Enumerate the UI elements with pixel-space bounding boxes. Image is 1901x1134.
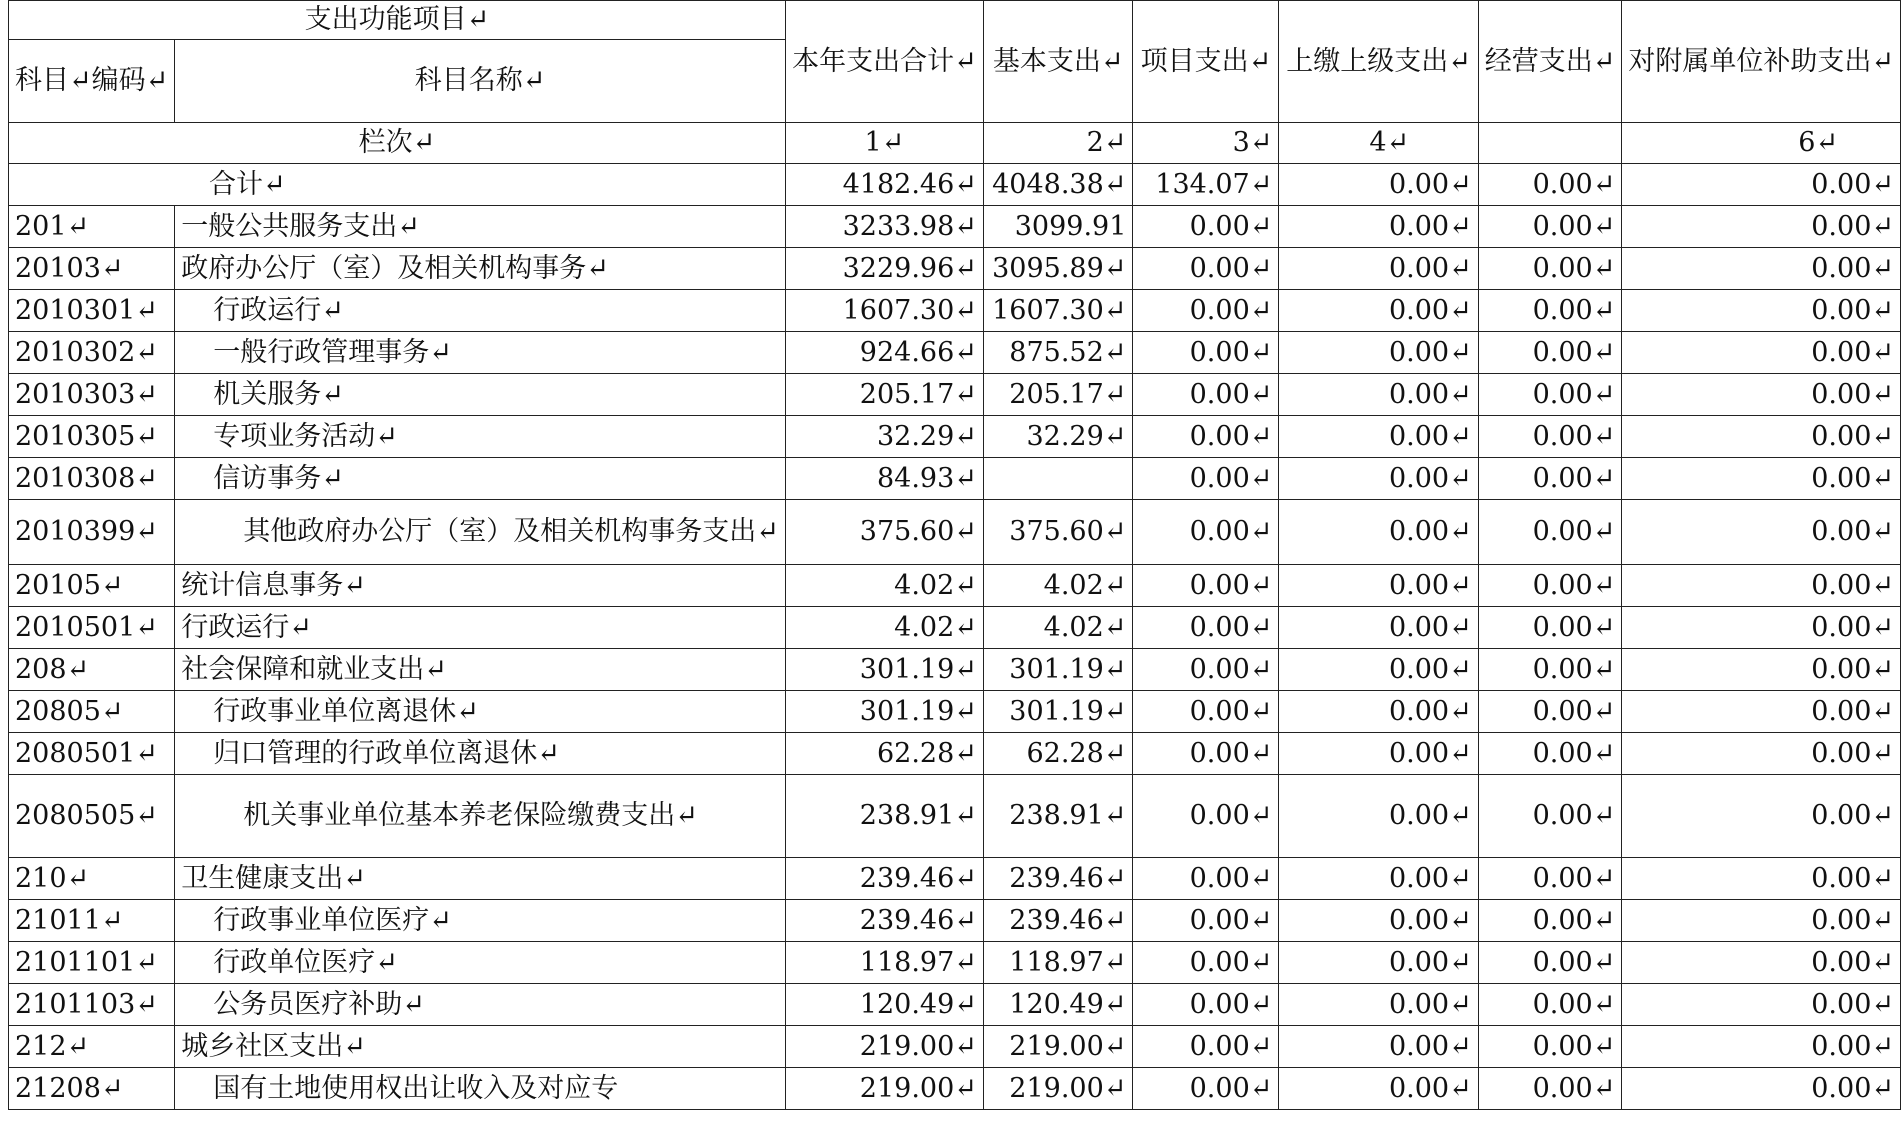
row-code: 20105↵ (9, 565, 175, 607)
row-project: 0.00↵ (1133, 500, 1279, 565)
row-name: 卫生健康支出↵ (175, 858, 786, 900)
row-business: 0.00↵ (1478, 775, 1622, 858)
row-code: 2010305↵ (9, 416, 175, 458)
row-total: 301.19↵ (785, 691, 983, 733)
row-project: 0.00↵ (1133, 691, 1279, 733)
row-total: 238.91↵ (785, 775, 983, 858)
column-number: 3↵ (1133, 123, 1279, 164)
row-basic: 875.52↵ (983, 332, 1133, 374)
expenditure-table (8, 0, 1901, 1110)
row-total: 219.00↵ (785, 1068, 983, 1110)
row-code: 2010302↵ (9, 332, 175, 374)
row-superior: 0.00↵ (1279, 248, 1478, 290)
row-superior: 0.00↵ (1279, 984, 1478, 1026)
column-number-row (9, 123, 1901, 164)
row-code: 2080501↵ (9, 733, 175, 775)
row-name: 机关服务↵ (175, 374, 786, 416)
row-basic: 205.17↵ (983, 374, 1133, 416)
row-code: 2010301↵ (9, 290, 175, 332)
row-project: 0.00↵ (1133, 1026, 1279, 1068)
code-header: 科目↵编码↵ (9, 40, 175, 123)
col-header-subsidy: 对附属单位补助支出↵ (1622, 1, 1901, 123)
row-business: 0.00↵ (1478, 332, 1622, 374)
row-basic: 301.19↵ (983, 691, 1133, 733)
row-superior: 0.00↵ (1279, 374, 1478, 416)
row-code: 2010303↵ (9, 374, 175, 416)
row-basic: 4.02↵ (983, 607, 1133, 649)
row-superior: 0.00↵ (1279, 942, 1478, 984)
row-subsidy: 0.00↵ (1622, 649, 1901, 691)
row-code: 2010501↵ (9, 607, 175, 649)
row-superior: 0.00↵ (1279, 733, 1478, 775)
row-code: 21011↵ (9, 900, 175, 942)
row-superior: 0.00↵ (1279, 1068, 1478, 1110)
table-row (9, 374, 1901, 416)
table-row (9, 858, 1901, 900)
row-superior: 0.00↵ (1279, 775, 1478, 858)
row-total: 239.46↵ (785, 900, 983, 942)
row-superior: 0.00↵ (1279, 565, 1478, 607)
row-business: 0.00↵ (1478, 1026, 1622, 1068)
row-subsidy: 0.00↵ (1622, 733, 1901, 775)
row-name: 行政事业单位离退休↵ (175, 691, 786, 733)
row-subsidy: 0.00↵ (1622, 290, 1901, 332)
row-project: 0.00↵ (1133, 858, 1279, 900)
row-name: 信访事务↵ (175, 458, 786, 500)
row-subsidy: 0.00↵ (1622, 1026, 1901, 1068)
total-subsidy: 0.00↵ (1622, 164, 1901, 206)
row-code: 2101103↵ (9, 984, 175, 1026)
row-subsidy: 0.00↵ (1622, 1068, 1901, 1110)
row-subsidy: 0.00↵ (1622, 206, 1901, 248)
row-total: 118.97↵ (785, 942, 983, 984)
row-name: 归口管理的行政单位离退休↵ (175, 733, 786, 775)
row-total: 3233.98↵ (785, 206, 983, 248)
row-basic: 120.49↵ (983, 984, 1133, 1026)
total-superior: 0.00↵ (1279, 164, 1478, 206)
total-basic: 4048.38↵ (983, 164, 1133, 206)
table-row (9, 332, 1901, 374)
row-total: 3229.96↵ (785, 248, 983, 290)
row-basic: 3099.91 (983, 206, 1133, 248)
row-subsidy: 0.00↵ (1622, 332, 1901, 374)
row-subsidy: 0.00↵ (1622, 858, 1901, 900)
row-project: 0.00↵ (1133, 984, 1279, 1026)
row-name: 行政事业单位医疗↵ (175, 900, 786, 942)
row-total: 4.02↵ (785, 565, 983, 607)
row-total: 4.02↵ (785, 607, 983, 649)
row-business: 0.00↵ (1478, 290, 1622, 332)
table-row (9, 649, 1901, 691)
row-code: 2010308↵ (9, 458, 175, 500)
table-row (9, 775, 1901, 858)
row-business: 0.00↵ (1478, 500, 1622, 565)
col-header-basic: 基本支出↵ (983, 1, 1133, 123)
row-name: 机关事业单位基本养老保险缴费支出↵ (175, 775, 786, 858)
name-header: 科目名称↵ (175, 40, 786, 123)
total-row (9, 164, 1901, 206)
row-total: 62.28↵ (785, 733, 983, 775)
total-label: 合计↵ (9, 164, 786, 206)
row-subsidy: 0.00↵ (1622, 691, 1901, 733)
row-code: 20103↵ (9, 248, 175, 290)
column-number-label: 栏次↵ (9, 123, 786, 164)
table-row (9, 942, 1901, 984)
column-number: 2↵ (983, 123, 1133, 164)
row-business: 0.00↵ (1478, 900, 1622, 942)
row-business: 0.00↵ (1478, 248, 1622, 290)
total-business: 0.00↵ (1478, 164, 1622, 206)
row-business: 0.00↵ (1478, 206, 1622, 248)
row-business: 0.00↵ (1478, 416, 1622, 458)
row-project: 0.00↵ (1133, 458, 1279, 500)
column-number: 4↵ (1279, 123, 1478, 164)
row-code: 208↵ (9, 649, 175, 691)
row-name: 一般公共服务支出↵ (175, 206, 786, 248)
row-basic: 239.46↵ (983, 858, 1133, 900)
row-code: 21208↵ (9, 1068, 175, 1110)
row-project: 0.00↵ (1133, 649, 1279, 691)
row-name: 政府办公厅（室）及相关机构事务↵ (175, 248, 786, 290)
row-code: 2080505↵ (9, 775, 175, 858)
row-name: 专项业务活动↵ (175, 416, 786, 458)
row-name: 其他政府办公厅（室）及相关机构事务支出↵ (175, 500, 786, 565)
col-header-superior: 上缴上级支出↵ (1279, 1, 1478, 123)
column-number: 6↵ (1622, 123, 1901, 164)
row-superior: 0.00↵ (1279, 1026, 1478, 1068)
row-business: 0.00↵ (1478, 649, 1622, 691)
row-business: 0.00↵ (1478, 374, 1622, 416)
row-basic: 3095.89↵ (983, 248, 1133, 290)
row-code: 2010399↵ (9, 500, 175, 565)
row-name: 一般行政管理事务↵ (175, 332, 786, 374)
row-business: 0.00↵ (1478, 1068, 1622, 1110)
row-total: 32.29↵ (785, 416, 983, 458)
row-basic: 4.02↵ (983, 565, 1133, 607)
row-name: 国有土地使用权出让收入及对应专 (175, 1068, 786, 1110)
row-total: 301.19↵ (785, 649, 983, 691)
row-basic: 301.19↵ (983, 649, 1133, 691)
table-row (9, 984, 1901, 1026)
row-total: 375.60↵ (785, 500, 983, 565)
row-superior: 0.00↵ (1279, 290, 1478, 332)
row-code: 2101101↵ (9, 942, 175, 984)
row-basic: 238.91↵ (983, 775, 1133, 858)
col-header-business: 经营支出↵ (1478, 1, 1622, 123)
function-group-title: 支出功能项目↵ (9, 1, 786, 40)
table-row (9, 900, 1901, 942)
row-project: 0.00↵ (1133, 248, 1279, 290)
row-subsidy: 0.00↵ (1622, 942, 1901, 984)
row-business: 0.00↵ (1478, 691, 1622, 733)
table-row (9, 290, 1901, 332)
row-subsidy: 0.00↵ (1622, 458, 1901, 500)
row-project: 0.00↵ (1133, 1068, 1279, 1110)
row-code: 20805↵ (9, 691, 175, 733)
row-project: 0.00↵ (1133, 374, 1279, 416)
row-name: 城乡社区支出↵ (175, 1026, 786, 1068)
row-code: 212↵ (9, 1026, 175, 1068)
row-project: 0.00↵ (1133, 332, 1279, 374)
row-project: 0.00↵ (1133, 942, 1279, 984)
total-amount: 4182.46↵ (785, 164, 983, 206)
row-project: 0.00↵ (1133, 900, 1279, 942)
row-business: 0.00↵ (1478, 733, 1622, 775)
row-superior: 0.00↵ (1279, 416, 1478, 458)
row-basic: 219.00↵ (983, 1068, 1133, 1110)
row-subsidy: 0.00↵ (1622, 416, 1901, 458)
row-subsidy: 0.00↵ (1622, 900, 1901, 942)
row-total: 84.93↵ (785, 458, 983, 500)
row-superior: 0.00↵ (1279, 691, 1478, 733)
column-number (1478, 123, 1622, 164)
row-name: 统计信息事务↵ (175, 565, 786, 607)
row-superior: 0.00↵ (1279, 858, 1478, 900)
table-row (9, 565, 1901, 607)
row-superior: 0.00↵ (1279, 458, 1478, 500)
table-row (9, 691, 1901, 733)
row-business: 0.00↵ (1478, 984, 1622, 1026)
row-superior: 0.00↵ (1279, 900, 1478, 942)
row-basic: 32.29↵ (983, 416, 1133, 458)
row-basic: 375.60↵ (983, 500, 1133, 565)
row-code: 210↵ (9, 858, 175, 900)
row-subsidy: 0.00↵ (1622, 374, 1901, 416)
row-name: 行政运行↵ (175, 290, 786, 332)
table-row (9, 1068, 1901, 1110)
row-name: 行政运行↵ (175, 607, 786, 649)
row-superior: 0.00↵ (1279, 649, 1478, 691)
row-project: 0.00↵ (1133, 290, 1279, 332)
row-business: 0.00↵ (1478, 565, 1622, 607)
row-project: 0.00↵ (1133, 775, 1279, 858)
row-subsidy: 0.00↵ (1622, 248, 1901, 290)
row-project: 0.00↵ (1133, 565, 1279, 607)
row-project: 0.00↵ (1133, 416, 1279, 458)
col-header-project: 项目支出↵ (1133, 1, 1279, 123)
row-superior: 0.00↵ (1279, 607, 1478, 649)
col-header-total: 本年支出合计↵ (785, 1, 983, 123)
table-row (9, 416, 1901, 458)
table-row (9, 607, 1901, 649)
row-total: 205.17↵ (785, 374, 983, 416)
column-number: 1↵ (785, 123, 983, 164)
table-row (9, 1026, 1901, 1068)
table-row (9, 206, 1901, 248)
row-basic: 62.28↵ (983, 733, 1133, 775)
row-subsidy: 0.00↵ (1622, 565, 1901, 607)
row-project: 0.00↵ (1133, 607, 1279, 649)
row-code: 201↵ (9, 206, 175, 248)
row-total: 219.00↵ (785, 1026, 983, 1068)
row-superior: 0.00↵ (1279, 332, 1478, 374)
table-row (9, 733, 1901, 775)
row-subsidy: 0.00↵ (1622, 775, 1901, 858)
row-basic: 219.00↵ (983, 1026, 1133, 1068)
row-basic (983, 458, 1133, 500)
row-subsidy: 0.00↵ (1622, 984, 1901, 1026)
row-total: 924.66↵ (785, 332, 983, 374)
row-project: 0.00↵ (1133, 733, 1279, 775)
total-project: 134.07↵ (1133, 164, 1279, 206)
row-subsidy: 0.00↵ (1622, 500, 1901, 565)
table-row (9, 500, 1901, 565)
row-name: 社会保障和就业支出↵ (175, 649, 786, 691)
row-total: 239.46↵ (785, 858, 983, 900)
row-project: 0.00↵ (1133, 206, 1279, 248)
row-subsidy: 0.00↵ (1622, 607, 1901, 649)
row-business: 0.00↵ (1478, 942, 1622, 984)
row-superior: 0.00↵ (1279, 500, 1478, 565)
table-row (9, 458, 1901, 500)
table-row (9, 248, 1901, 290)
row-business: 0.00↵ (1478, 458, 1622, 500)
row-total: 1607.30↵ (785, 290, 983, 332)
row-name: 行政单位医疗↵ (175, 942, 786, 984)
row-business: 0.00↵ (1478, 858, 1622, 900)
row-basic: 118.97↵ (983, 942, 1133, 984)
row-superior: 0.00↵ (1279, 206, 1478, 248)
row-name: 公务员医疗补助↵ (175, 984, 786, 1026)
row-total: 120.49↵ (785, 984, 983, 1026)
row-business: 0.00↵ (1478, 607, 1622, 649)
row-basic: 239.46↵ (983, 900, 1133, 942)
row-basic: 1607.30↵ (983, 290, 1133, 332)
